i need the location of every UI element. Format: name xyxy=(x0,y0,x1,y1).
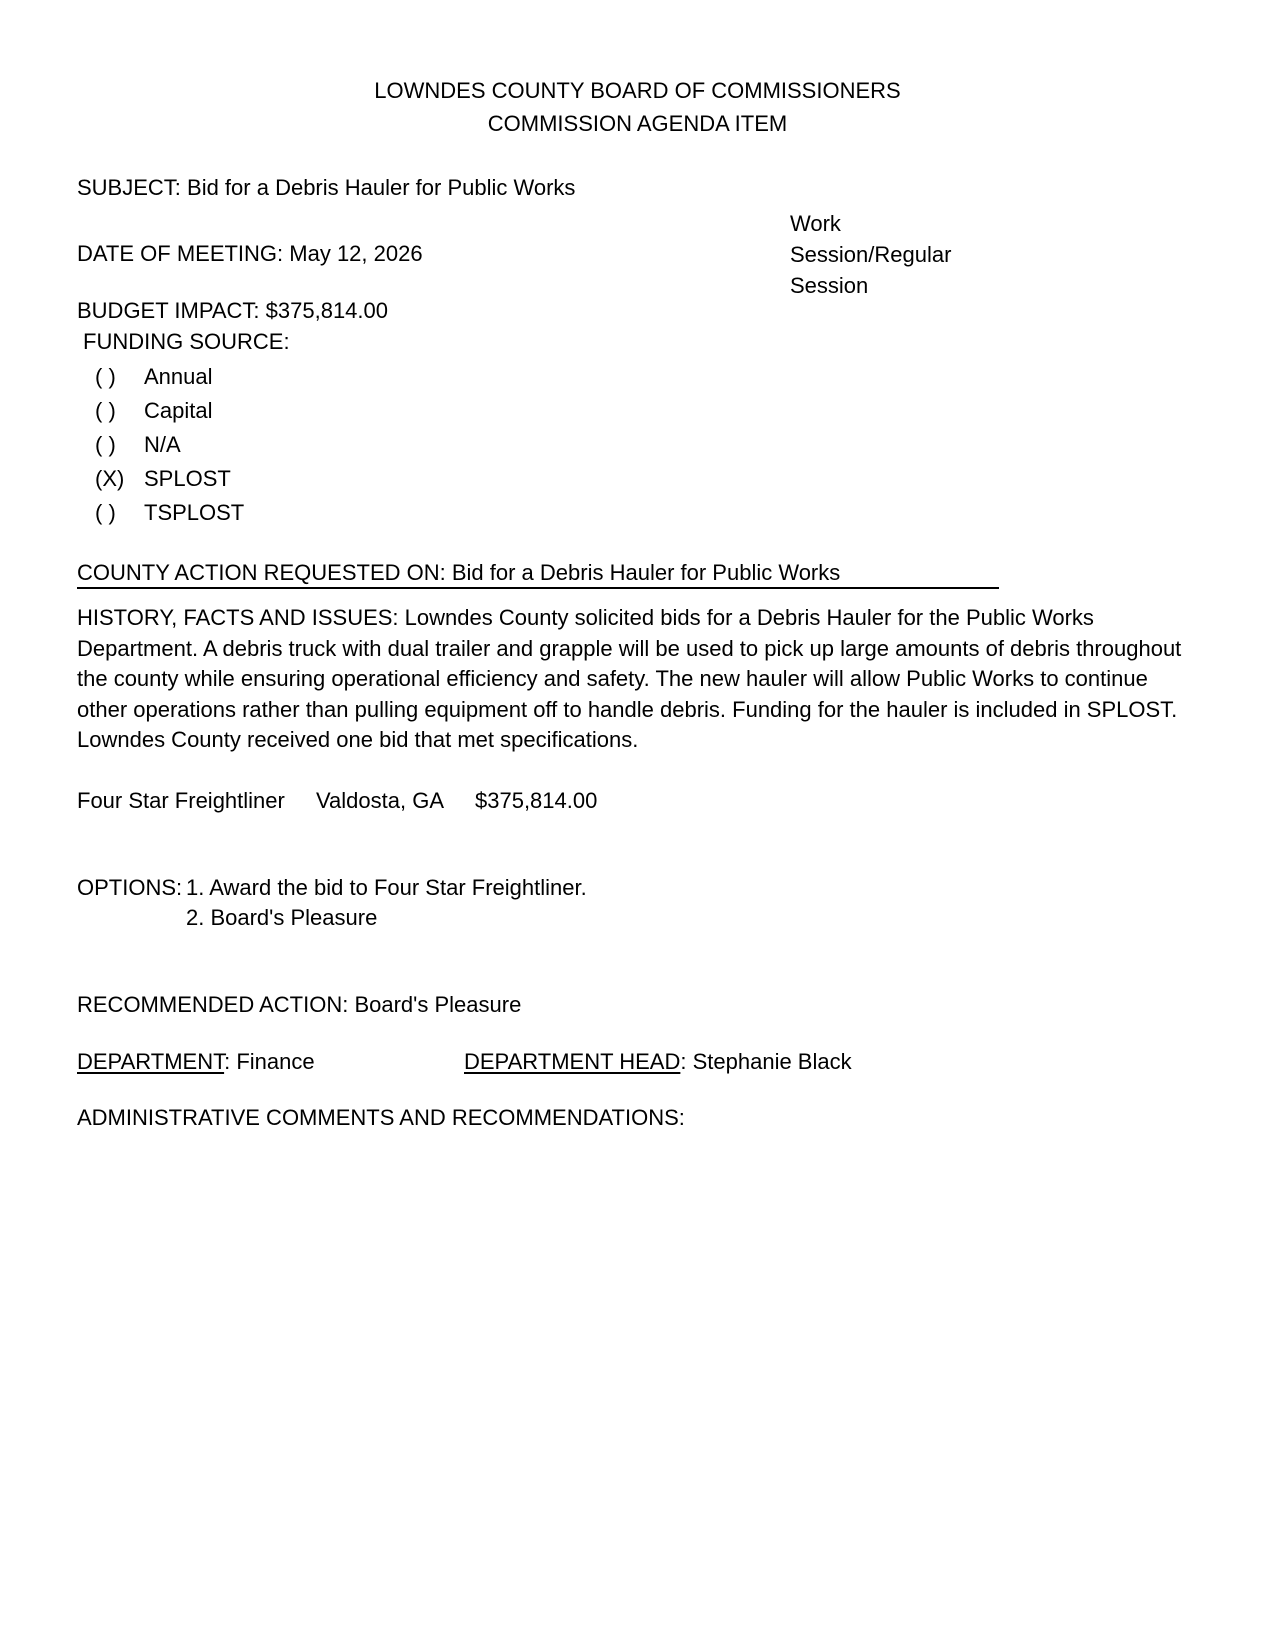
department-head-label: DEPARTMENT HEAD xyxy=(464,1049,681,1074)
date-of-meeting: DATE OF MEETING: May 12, 2026 xyxy=(77,241,423,266)
funding-source-label: FUNDING SOURCE: xyxy=(83,329,290,354)
county-action-requested: COUNTY ACTION REQUESTED ON: Bid for a Debris Hauler for Public Works xyxy=(77,560,841,585)
funding-checkbox: ( ) xyxy=(95,432,116,457)
options-label: OPTIONS: xyxy=(77,875,183,900)
funding-label: Capital xyxy=(144,398,213,423)
history-facts-issues: HISTORY, FACTS AND ISSUES: Lowndes County solicited bids for a Debris Hauler for the Public Works Department. A debris truck with dual trailer and grapple will be used to pick up large amounts of debris throughout the county while ensuring operational efficiency and safety. The new hauler will allow Public Works to continue other operations rather than pulling equipment off to handle debris. Funding for the hauler is included in SPLOST. Lowndes County received one bid that met specifications. xyxy=(77,605,1182,752)
funding-label: Annual xyxy=(144,364,213,389)
subject-line: SUBJECT: Bid for a Debris Hauler for Public Works xyxy=(77,175,576,200)
funding-checkbox: (X) xyxy=(95,466,125,491)
bid-amount: $375,814.00 xyxy=(475,788,598,813)
department-label: DEPARTMENT xyxy=(77,1049,225,1074)
option-item: 1. Award the bid to Four Star Freightliner. xyxy=(186,875,587,900)
department-value: : Finance xyxy=(224,1049,315,1074)
option-item: 2. Board's Pleasure xyxy=(186,905,378,930)
funding-checkbox: ( ) xyxy=(95,364,116,389)
funding-label: SPLOST xyxy=(144,466,231,491)
department-head xyxy=(464,1051,852,1073)
bid-vendor: Four Star Freightliner xyxy=(77,788,285,813)
department xyxy=(77,1051,315,1073)
department-head-value: : Stephanie Black xyxy=(680,1049,852,1074)
action-underline xyxy=(77,587,999,589)
header-title: LOWNDES COUNTY BOARD OF COMMISSIONERS xyxy=(374,78,901,103)
funding-label: N/A xyxy=(144,432,181,457)
recommended-action: RECOMMENDED ACTION: Board's Pleasure xyxy=(77,992,522,1017)
budget-impact: BUDGET IMPACT: $375,814.00 xyxy=(77,298,388,323)
header-subtitle: COMMISSION AGENDA ITEM xyxy=(487,111,788,136)
funding-label: TSPLOST xyxy=(144,500,245,525)
bid-location: Valdosta, GA xyxy=(316,788,444,813)
meeting-type: Work Session/Regular Session xyxy=(790,211,952,298)
funding-checkbox: ( ) xyxy=(95,500,116,525)
administrative-comments: ADMINISTRATIVE COMMENTS AND RECOMMENDATIONS: xyxy=(77,1105,685,1130)
funding-checkbox: ( ) xyxy=(95,398,116,423)
